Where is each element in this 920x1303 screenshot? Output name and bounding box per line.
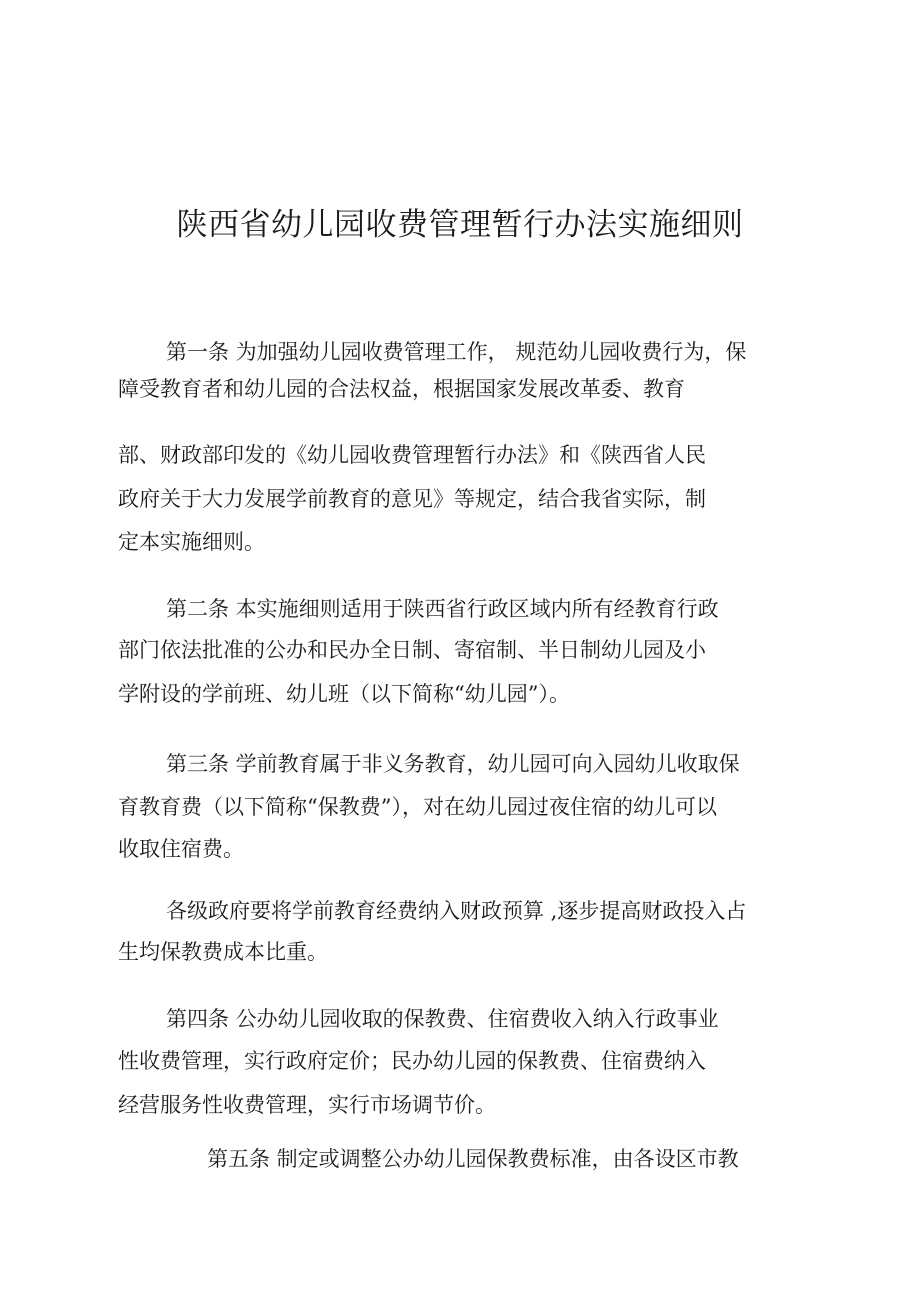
text-line: 经营服务性收费管理，实行市场调节价。	[118, 1093, 496, 1117]
text-line: 性收费管理，实行政府定价；民办幼儿园的保教费、住宿费纳入	[118, 1049, 706, 1073]
text-line: 部、财政部印发的《幼儿园收费管理暂行办法》和《陕西省人民	[118, 443, 706, 467]
text-line: 障受教育者和幼儿园的合法权益，根据国家发展改革委、教育	[118, 377, 685, 401]
text-line: 第四条 公办幼儿园收取的保教费、住宿费收入纳入行政事业	[166, 1007, 719, 1031]
document-title: 陕西省幼儿园收费管理暂行办法实施细则	[176, 207, 744, 243]
text-line: 第二条 本实施细则适用于陕西省行政区域内所有经教育行政	[166, 597, 719, 621]
text-line: 各级政府要将学前教育经费纳入财政预算 ,逐步提高财政投入占	[166, 899, 747, 923]
text-line: 生均保教费成本比重。	[118, 940, 328, 964]
text-line: 育教育费（以下简称“保教费”），对在幼儿园过夜住宿的幼儿可以	[118, 795, 717, 819]
text-line: 收取住宿费。	[118, 837, 244, 861]
text-line: 定本实施细则。	[118, 530, 265, 554]
text-line: 部门依法批准的公办和民办全日制、寄宿制、半日制幼儿园及小	[118, 638, 706, 662]
text-line: 政府关于大力发展学前教育的意见》等规定，结合我省实际，制	[118, 487, 706, 511]
text-line: 学附设的学前班、幼儿班（以下简称“幼儿园”）。	[118, 682, 570, 706]
text-line: 第一条 为加强幼儿园收费管理工作， 规范幼儿园收费行为，保	[166, 340, 747, 364]
text-line: 第五条 制定或调整公办幼儿园保教费标准，由各设区市教	[207, 1147, 739, 1171]
text-line: 第三条 学前教育属于非义务教育，幼儿园可向入园幼儿收取保	[166, 752, 740, 776]
